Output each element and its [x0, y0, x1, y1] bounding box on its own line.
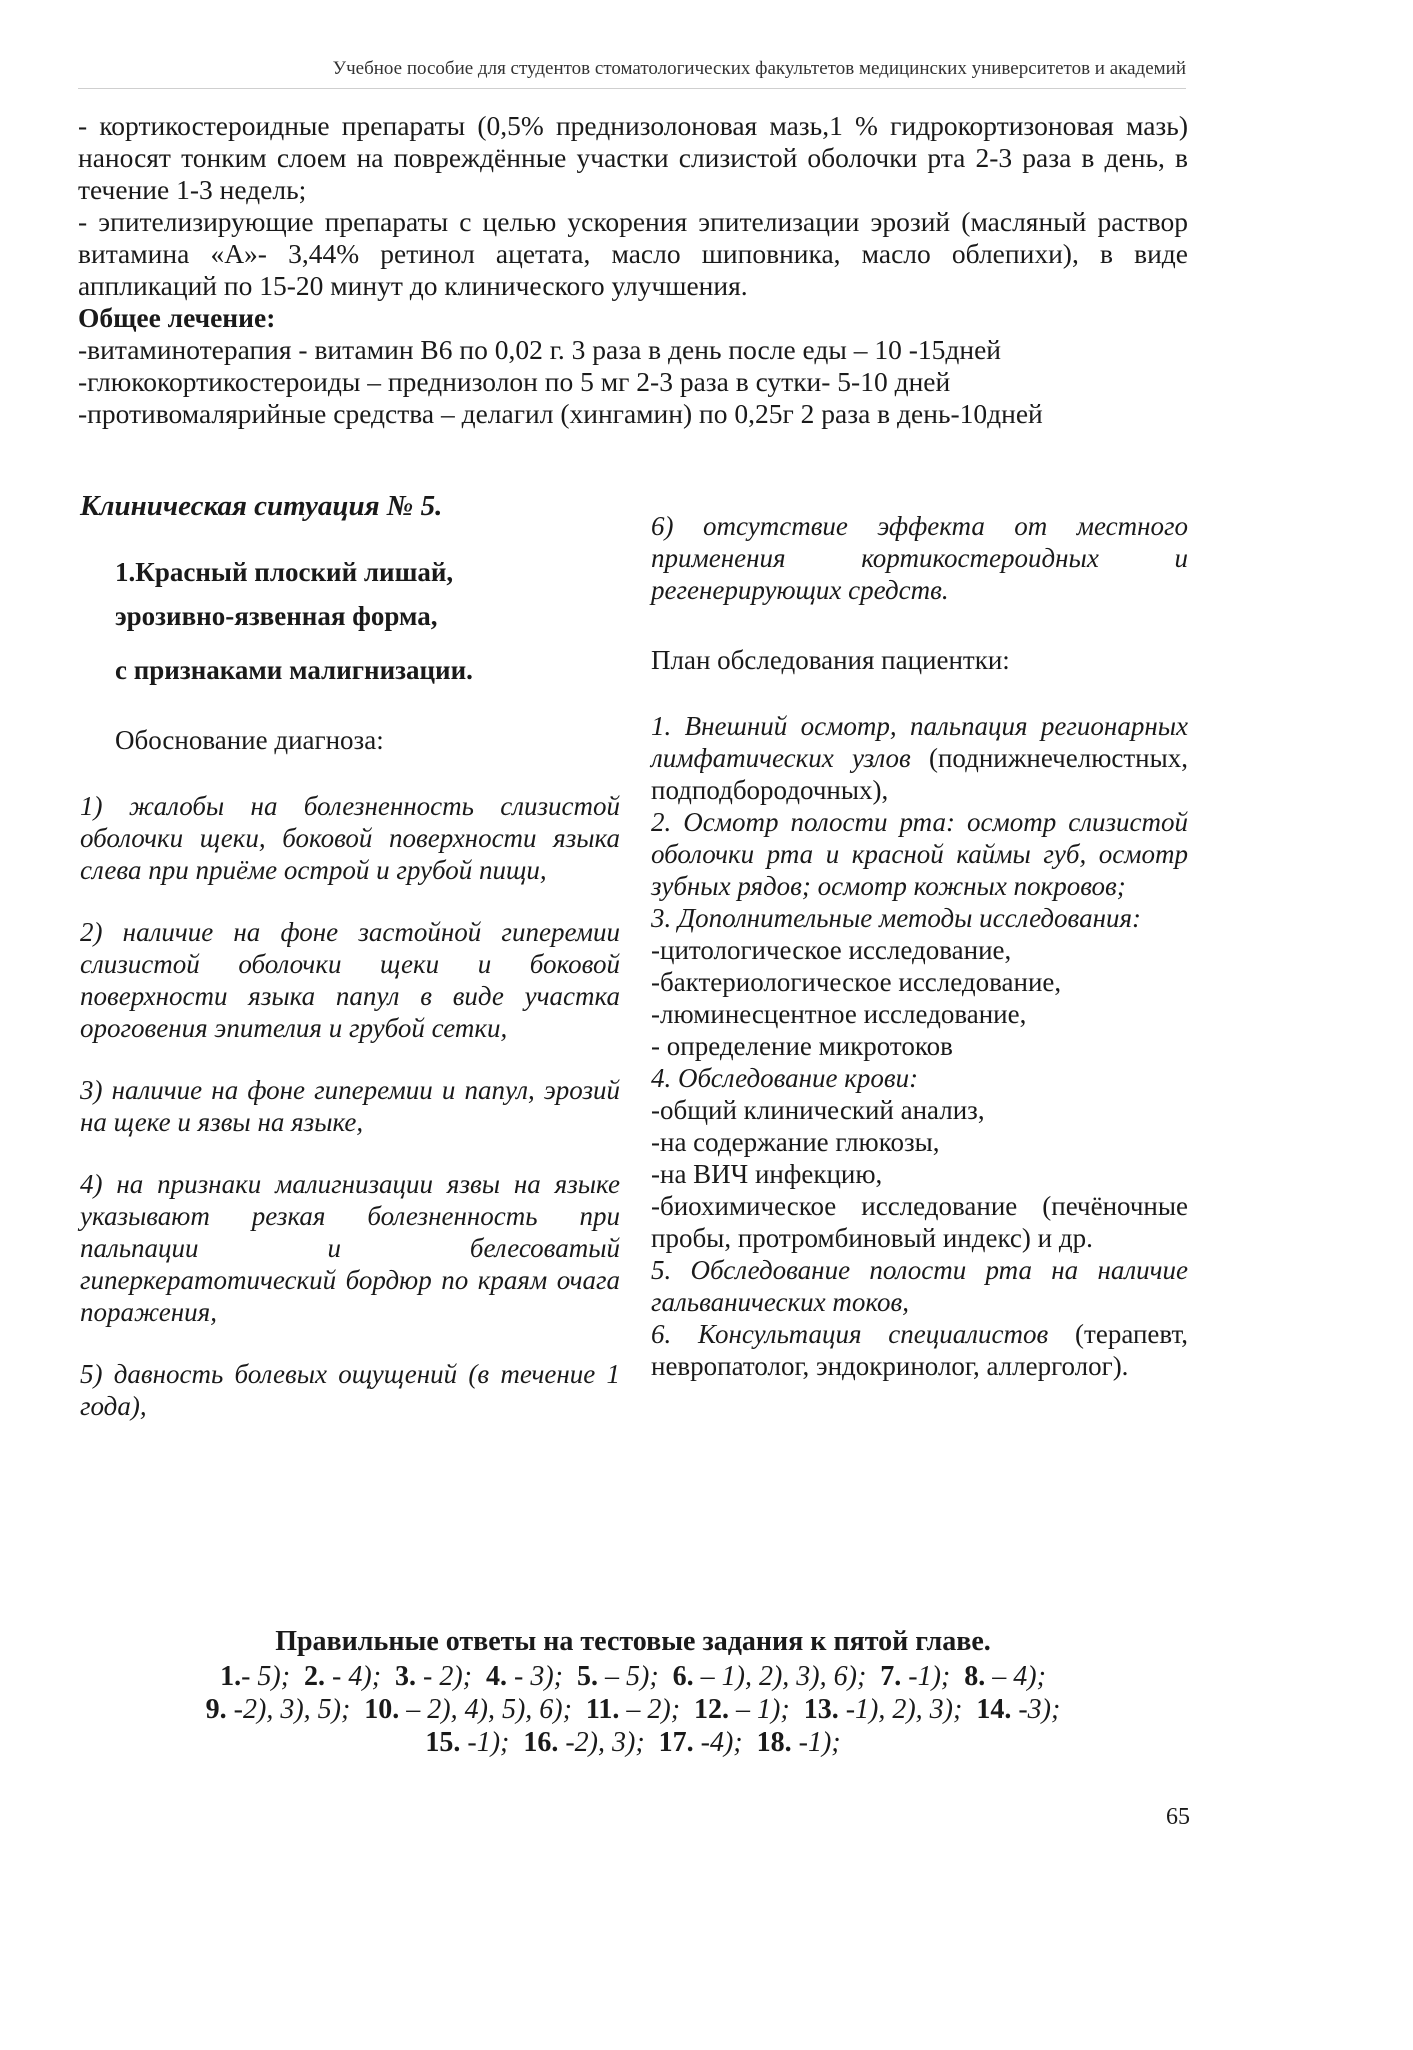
- answer-value: -2), 3), 5);: [226, 1694, 351, 1725]
- case-left-column: [80, 490, 620, 1452]
- reason-item: 2) наличие на фоне застойной гиперемии слизистой оболочки щеки и боковой поверхности языка папул в виде участка ороговения эпителия и грубой сетки,: [80, 917, 620, 1043]
- answer-value: - 5);: [241, 1661, 291, 1692]
- answer-number: 2.: [304, 1661, 326, 1692]
- answers-line: [78, 1660, 1188, 1693]
- answer-value: -1);: [791, 1727, 841, 1758]
- plan-subitem: -люминесцентное исследование,: [651, 999, 1027, 1029]
- plan-subitem: -бактериологическое исследование,: [651, 967, 1062, 997]
- answer-number: 3.: [395, 1661, 417, 1692]
- plan-subitem: -цитологическое исследование,: [651, 935, 1012, 965]
- diagnosis-line: эрозивно-язвенная форма,: [115, 601, 438, 631]
- answer-number: 18.: [756, 1727, 792, 1758]
- plan-item-rest: (поднижнечелюстных, подподбородочных),: [651, 743, 1189, 805]
- answer-number: 16.: [523, 1727, 559, 1758]
- reason-item: 6) отсутствие эффекта от местного применения кортикостероидных и регенерирующих средств.: [651, 511, 1188, 605]
- plan-label: План обследования пациентки:: [651, 645, 1010, 675]
- answer-number: 6.: [672, 1661, 694, 1692]
- answers-line: [78, 1693, 1188, 1726]
- reason-item: 1) жалобы на болезненность слизистой оболочки щеки, боковой поверхности языка слева при приёме острой и грубой пищи,: [80, 791, 620, 885]
- justification-label: Обоснование диагноза:: [115, 725, 384, 755]
- answer-value: – 4);: [985, 1661, 1046, 1692]
- answers-section: [78, 1625, 1188, 1759]
- plan-subitem: -биохимическое исследование (печёночные пробы, протромбиновый индекс) и др.: [651, 1191, 1188, 1253]
- plan-item: 2. Осмотр полости рта: осмотр слизистой оболочки рта и красной каймы губ, осмотр зубных рядов; осмотр кожных покровов;: [651, 807, 1188, 901]
- reason-item: 5) давность болевых ощущений (в течение 1 года),: [80, 1359, 620, 1421]
- answer-number: 9.: [205, 1694, 227, 1725]
- answer-value: -1);: [460, 1727, 510, 1758]
- answer-number: 5.: [577, 1661, 598, 1692]
- answer-value: -3);: [1011, 1694, 1061, 1725]
- plan-item-rest: (терапевт, невропатолог, эндокринолог, аллерголог).: [651, 1319, 1188, 1381]
- treatment-section: [78, 110, 1188, 430]
- diagnosis-line: с признаками малигнизации.: [115, 655, 473, 685]
- answer-number: 10.: [364, 1694, 400, 1725]
- running-header: Учебное пособие для студентов стоматологических факультетов медицинских университетов и академий: [78, 58, 1186, 89]
- answer-value: – 2);: [619, 1694, 681, 1725]
- plan-item: 3. Дополнительные методы исследования:: [651, 903, 1142, 933]
- answer-value: -1), 2), 3);: [838, 1694, 963, 1725]
- general-treatment-item: -глюкокортикостероиды – преднизолон по 5 мг 2-3 раза в сутки- 5-10 дней: [78, 366, 951, 397]
- plan-item-lead: 6. Консультация специалистов: [651, 1319, 1049, 1349]
- plan-subitem: -общий клинический анализ,: [651, 1095, 985, 1125]
- general-treatment-item: -витаминотерапия - витамин В6 по 0,02 г. 3 раза в день после еды – 10 -15дней: [78, 334, 1002, 365]
- plan-item-lead: 1. Внешний осмотр, пальпация регионарных лимфатических узлов: [651, 711, 1188, 773]
- general-treatment-item: -противомалярийные средства – делагил (хингамин) по 0,25г 2 раза в день-10дней: [78, 398, 1043, 429]
- answer-number: 7.: [880, 1661, 902, 1692]
- answer-value: - 2);: [416, 1661, 473, 1692]
- reason-item: 3) наличие на фоне гиперемии и папул, эрозий на щеке и язвы на языке,: [80, 1075, 620, 1137]
- plan-subitem: -на ВИЧ инфекцию,: [651, 1159, 883, 1189]
- answer-value: -1);: [901, 1661, 951, 1692]
- local-treatment-item: - эпителизирующие препараты с целью ускорения эпителизации эрозий (масляный раствор витамина «А»- 3,44% ретинол ацетата, масло шиповника, масло облепихи), в виде аппликаций по 15-20 минут до клинического улучшения.: [78, 206, 1188, 301]
- answers-title: Правильные ответы на тестовые задания к пятой главе.: [275, 1626, 991, 1657]
- answer-value: – 2), 4), 5), 6);: [399, 1694, 572, 1725]
- answer-number: 4.: [486, 1661, 508, 1692]
- answer-number: 12.: [694, 1694, 730, 1725]
- plan-item: [651, 1318, 1188, 1382]
- plan-item: 4. Обследование крови:: [651, 1063, 919, 1093]
- plan-subitem: -на содержание глюкозы,: [651, 1127, 940, 1157]
- answer-value: -2), 3);: [558, 1727, 645, 1758]
- local-treatment-item: - кортикостероидные препараты (0,5% преднизолоновая мазь,1 % гидрокортизоновая мазь) наносят тонким слоем на повреждённые участки слизистой оболочки рта 2-3 раза в день, в течение 1-3 недель;: [78, 110, 1188, 205]
- answer-number: 15.: [425, 1727, 461, 1758]
- answer-number: 13.: [803, 1694, 839, 1725]
- reason-item: 4) на признаки малигнизации язвы на языке указывают резкая болезненность при пальпации и белесоватый гиперкератотический бордюр по краям очага поражения,: [80, 1169, 620, 1327]
- diagnosis: [115, 556, 620, 686]
- page-number: 65: [1166, 1804, 1190, 1830]
- answer-number: 14.: [976, 1694, 1012, 1725]
- plan-item: 5. Обследование полости рта на наличие гальванических токов,: [651, 1255, 1188, 1317]
- answers-line: [78, 1726, 1188, 1759]
- general-treatment-heading: Общее лечение:: [78, 302, 276, 333]
- answer-number: 11.: [585, 1694, 620, 1725]
- answer-value: -4);: [693, 1727, 743, 1758]
- answer-value: - 3);: [507, 1661, 563, 1692]
- answer-value: – 5);: [598, 1661, 659, 1692]
- answer-value: - 4);: [325, 1661, 382, 1692]
- plan-subitem: - определение микротоков: [651, 1031, 953, 1061]
- plan-item: [651, 710, 1188, 806]
- case-title: Клиническая ситуация № 5.: [80, 490, 443, 522]
- diagnosis-line: 1.Красный плоский лишай,: [115, 557, 454, 587]
- case-right-column: [651, 510, 1188, 1382]
- answer-number: 8.: [964, 1661, 986, 1692]
- answer-number: 1.: [220, 1661, 242, 1692]
- answer-value: – 1), 2), 3), 6);: [693, 1661, 867, 1692]
- answer-number: 17.: [658, 1727, 694, 1758]
- answer-value: – 1);: [729, 1694, 790, 1725]
